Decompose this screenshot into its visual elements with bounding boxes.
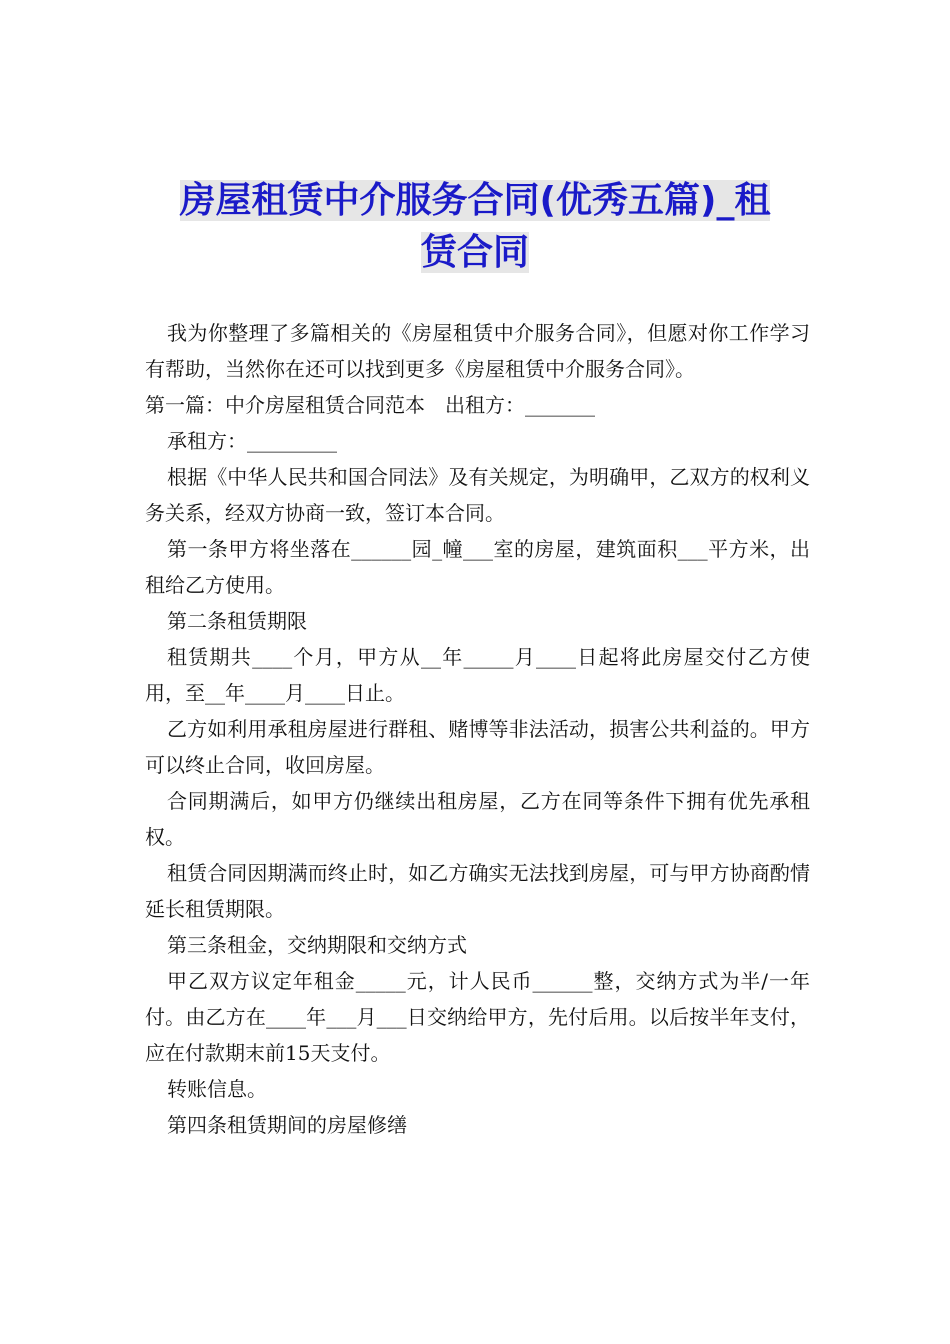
lessee-line: 承租方：_________ [167, 429, 337, 453]
rent-payment-paragraph: 甲乙双方议定年租金_____元，计人民币______整，交纳方式为半/一年付。由乙方在____年___月___日交纳给甲方，先付后用。以后按半年支付，应在付款期末前15天支付。 [145, 969, 810, 1065]
transfer-info-line: 转账信息。 [167, 1077, 267, 1101]
preamble-paragraph: 根据《中华人民共和国合同法》及有关规定，为明确甲，乙双方的权利义务关系，经双方协商一致，签订本合同。 [145, 465, 810, 525]
illegal-use-paragraph: 乙方如利用承租房屋进行群租、赌博等非法活动，损害公共利益的。甲方可以终止合同，收回房屋。 [145, 717, 810, 777]
lease-term-paragraph: 租赁期共____个月，甲方从__年_____月____日起将此房屋交付乙方使用，至__年____月____日止。 [145, 645, 810, 705]
article-four-heading: 第四条租赁期间的房屋修缮 [167, 1113, 407, 1137]
article-one: 第一条甲方将坐落在______园_幢___室的房屋，建筑面积___平方米，出租给乙方使用。 [145, 537, 810, 597]
title-line-1: 房屋租赁中介服务合同(优秀五篇)_租 [179, 180, 771, 221]
extension-paragraph: 租赁合同因期满而终止时，如乙方确实无法找到房屋，可与甲方协商酌情延长租赁期限。 [145, 861, 810, 921]
document-title [120, 175, 830, 279]
article-two-heading: 第二条租赁期限 [167, 609, 307, 633]
article-three-heading: 第三条租金，交纳期限和交纳方式 [167, 933, 467, 957]
title-line-2: 赁合同 [420, 232, 529, 273]
priority-lease-paragraph: 合同期满后，如甲方仍继续出租房屋，乙方在同等条件下拥有优先承租权。 [145, 789, 810, 849]
document-body [145, 315, 810, 1143]
section-one-heading: 第一篇：中介房屋租赁合同范本 出租方：_______ [145, 393, 595, 417]
intro-paragraph: 我为你整理了多篇相关的《房屋租赁中介服务合同》，但愿对你工作学习有帮助，当然你在还可以找到更多《房屋租赁中介服务合同》。 [145, 321, 810, 381]
